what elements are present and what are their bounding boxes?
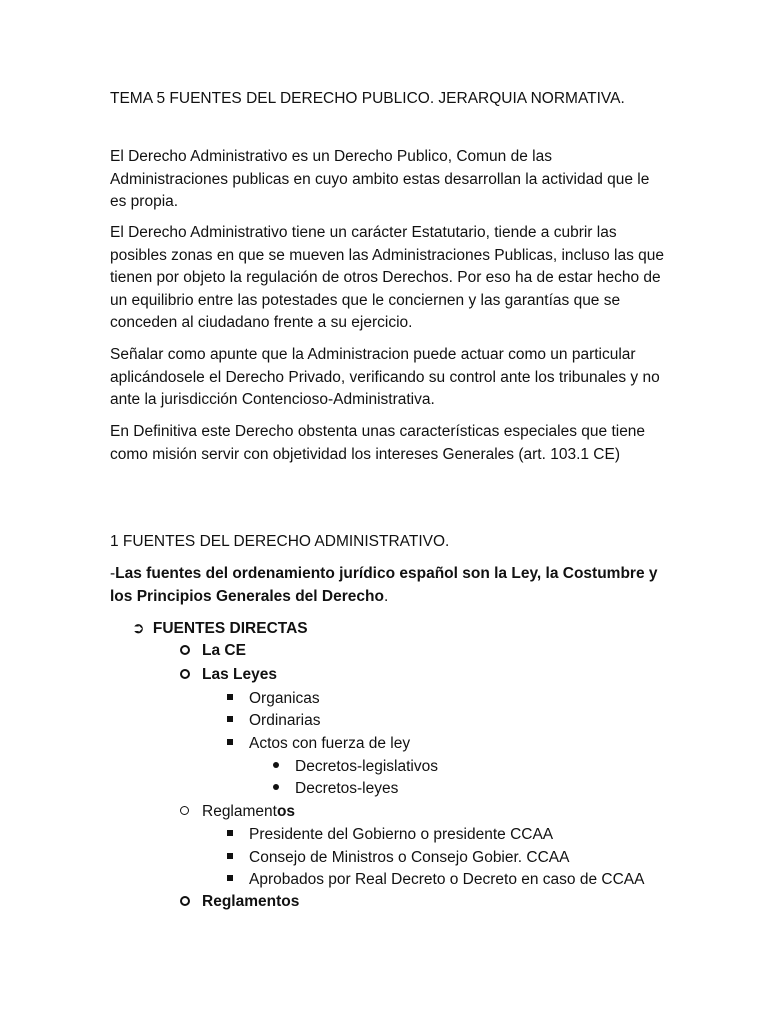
outline-label: Ordinarias bbox=[249, 712, 321, 729]
paragraph-1: El Derecho Administrativo es un Derecho Publico, Comun de las Administraciones publicas en cuyo ambito estas desarrollan la actividad que le es propia. bbox=[110, 148, 650, 210]
sources-intro-suffix: . bbox=[383, 587, 389, 605]
square-bullet-icon bbox=[227, 853, 233, 859]
circle-bullet-icon bbox=[180, 896, 190, 906]
outline-label: Organicas bbox=[249, 690, 320, 707]
outline-item-aprobados bbox=[227, 869, 644, 891]
outline-label: Aprobados por Real Decreto o Decreto en caso de CCAA bbox=[249, 871, 645, 888]
arrow-right-icon: ➲ bbox=[132, 620, 145, 637]
circle-bullet-icon bbox=[180, 669, 190, 679]
outline-item-decretos-leyes bbox=[273, 778, 398, 800]
outline-item-decretos-legislativos bbox=[273, 756, 438, 778]
outline-item-fuentes-directas bbox=[132, 618, 308, 640]
outline-label: Decretos-legislativos bbox=[295, 758, 438, 775]
outline-label-regular: Reglament bbox=[202, 803, 277, 820]
sources-intro bbox=[110, 563, 670, 608]
square-bullet-icon bbox=[227, 739, 233, 745]
circle-bullet-icon bbox=[180, 645, 190, 655]
outline-label-bold: os bbox=[276, 803, 296, 820]
outline-item-ordinarias bbox=[227, 710, 321, 732]
paragraph-4: En Definitiva este Derecho obstenta unas características especiales que tiene como misión servir con objetividad los intereses Generales (art. 103.1 CE) bbox=[110, 423, 646, 463]
square-bullet-icon bbox=[227, 694, 233, 700]
outline-item-presidente bbox=[227, 824, 553, 846]
outline-label: Actos con fuerza de ley bbox=[249, 735, 411, 752]
square-bullet-icon bbox=[227, 875, 233, 881]
outline-item-reglamentos-b bbox=[180, 891, 299, 913]
outline-item-consejo bbox=[227, 847, 569, 869]
sources-intro-bold: Las fuentes del ordenamiento jurídico español son la Ley, la Costumbre y los Principios Generales del Derecho bbox=[110, 565, 658, 605]
outline-label: Reglamentos bbox=[202, 893, 300, 910]
outline-item-organicas bbox=[227, 688, 320, 710]
outline-label: Consejo de Ministros o Consejo Gobier. CCAA bbox=[249, 849, 570, 866]
document-title: TEMA 5 FUENTES DEL DERECHO PUBLICO. JERARQUIA NORMATIVA. bbox=[110, 90, 625, 107]
dot-bullet-icon bbox=[273, 762, 279, 768]
outline-item-actos-fuerza-ley bbox=[227, 733, 410, 755]
paragraph-3: Señalar como apunte que la Administracion puede actuar como un particular aplicándosele el Derecho Privado, verificando su control ante los tribunales y no ante la jurisdicción Contencioso-Administrativa. bbox=[110, 346, 660, 408]
paragraph-2: El Derecho Administrativo tiene un carácter Estatutario, tiende a cubrir las posibles zonas en que se mueven las Administraciones Publicas, incluso las que tienen por objeto la regulación de otros Derechos. Por eso ha de estar hecho de un equilibrio entre las potestades que le conciernen y las garantías que se conceden al ciudadano frente a su ejercicio. bbox=[110, 224, 665, 331]
outline-label: Decretos-leyes bbox=[295, 780, 399, 797]
outline-item-la-ce bbox=[180, 640, 246, 662]
outline-item-las-leyes bbox=[180, 664, 277, 686]
outline-label: FUENTES DIRECTAS bbox=[152, 620, 308, 637]
sources-intro-prefix: - bbox=[110, 565, 116, 582]
square-bullet-icon bbox=[227, 830, 233, 836]
circle-outline-bullet-icon bbox=[180, 806, 189, 815]
dot-bullet-icon bbox=[273, 784, 279, 790]
outline-label: Presidente del Gobierno o presidente CCAA bbox=[249, 826, 554, 843]
outline-label: Las Leyes bbox=[202, 666, 277, 683]
outline-label: La CE bbox=[202, 642, 246, 659]
outline-item-reglamentos-a bbox=[180, 801, 295, 823]
square-bullet-icon bbox=[227, 716, 233, 722]
section-heading: 1 FUENTES DEL DERECHO ADMINISTRATIVO. bbox=[110, 533, 450, 550]
